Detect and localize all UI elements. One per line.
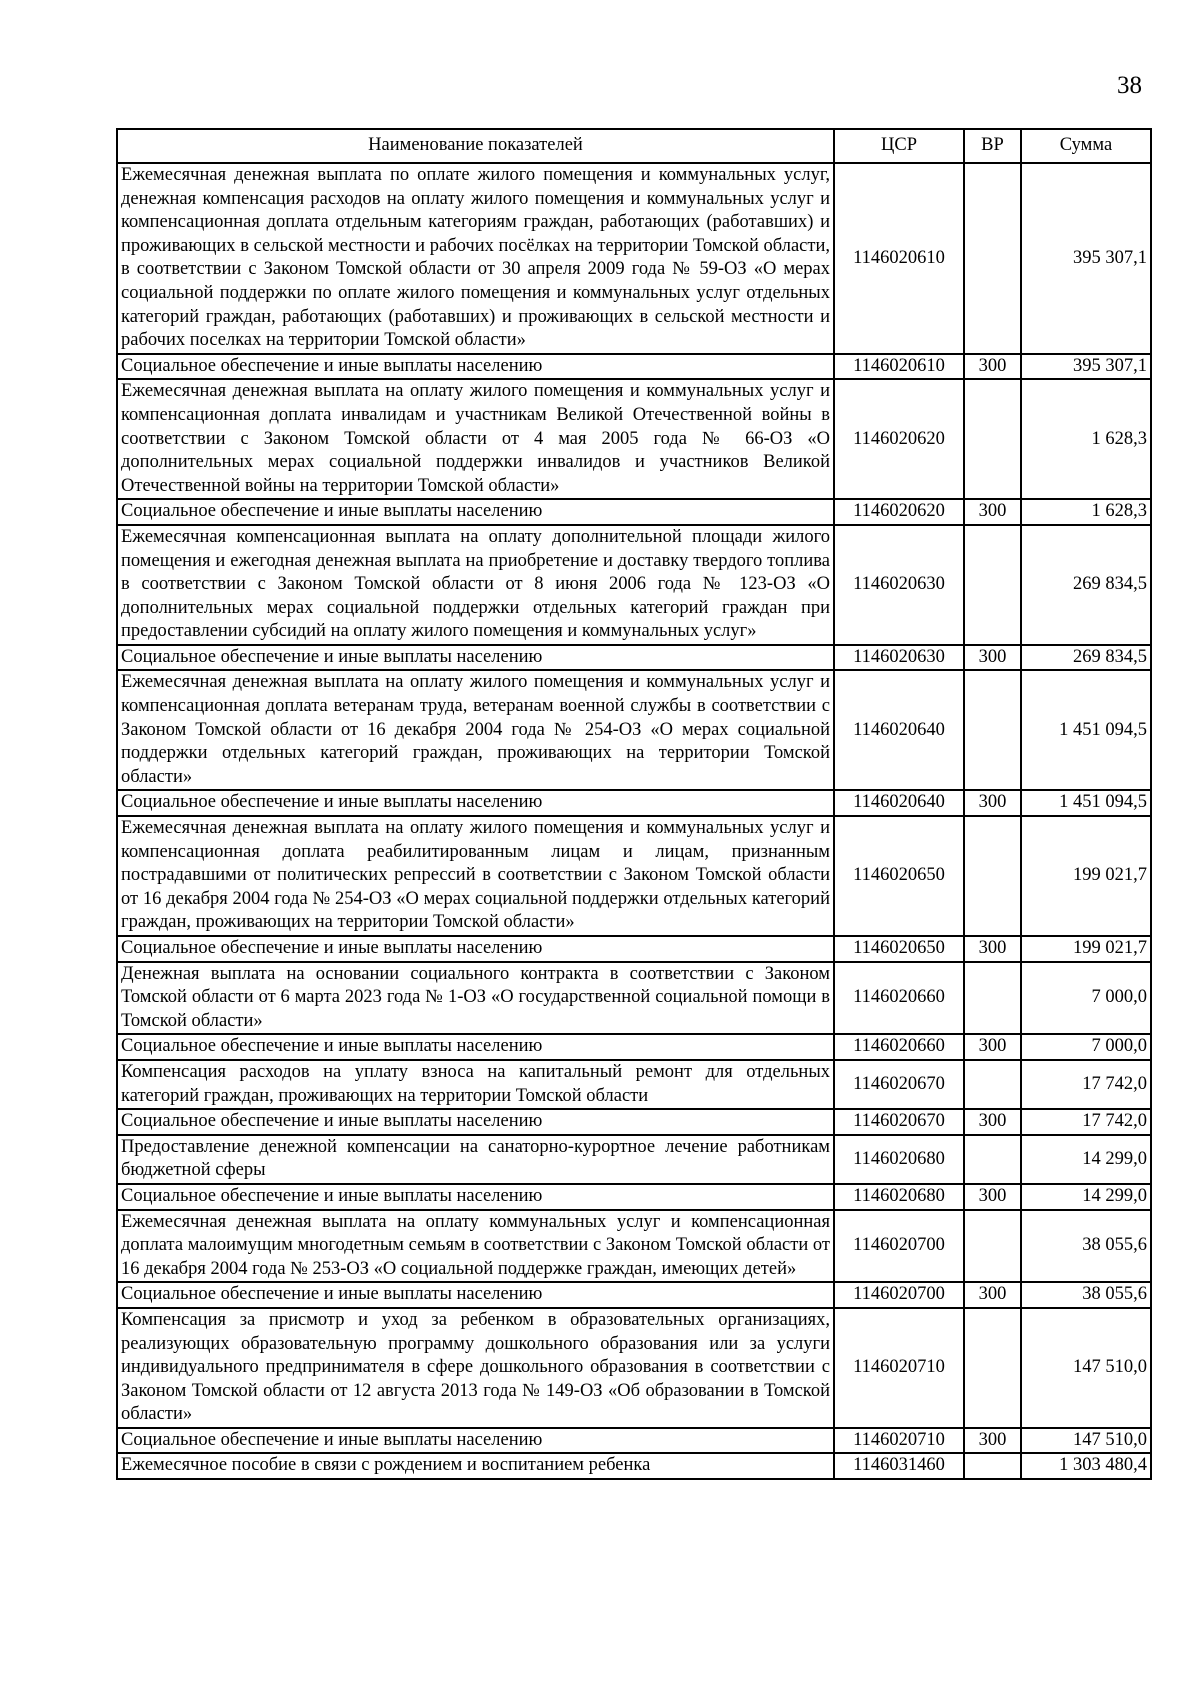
row-sum-cell: 395 307,1 bbox=[1021, 163, 1151, 354]
row-name-cell: Компенсация расходов на уплату взноса на капитальный ремонт для отдельных категорий граждан, проживающих на территории Томской области bbox=[117, 1060, 834, 1109]
table-row bbox=[117, 1184, 1151, 1210]
row-name-cell: Ежемесячная денежная выплата на оплату жилого помещения и коммунальных услуг и компенсационная доплата инвалидам и участникам Великой Отечественной войны в соответствии с Законом Томской области от 4 мая 2005 года № 66-ОЗ «О дополнительных мерах социальной поддержки инвалидов и участников Великой Отечественной войны на территории Томской области» bbox=[117, 379, 834, 499]
table-row bbox=[117, 163, 1151, 354]
row-name-cell: Социальное обеспечение и иные выплаты населению bbox=[117, 1184, 834, 1210]
table-row bbox=[117, 962, 1151, 1035]
row-sum-cell: 1 628,3 bbox=[1021, 499, 1151, 525]
row-csr-cell: 1146020700 bbox=[834, 1210, 964, 1283]
row-vr-cell bbox=[964, 1060, 1021, 1109]
row-csr-cell: 1146020660 bbox=[834, 1034, 964, 1060]
page-number: 38 bbox=[1117, 72, 1142, 99]
row-vr-cell bbox=[964, 1308, 1021, 1428]
row-csr-cell: 1146020640 bbox=[834, 790, 964, 816]
row-sum-cell: 1 451 094,5 bbox=[1021, 670, 1151, 790]
table-row bbox=[117, 1210, 1151, 1283]
row-sum-cell: 269 834,5 bbox=[1021, 645, 1151, 671]
row-name-cell: Социальное обеспечение и иные выплаты населению bbox=[117, 645, 834, 671]
budget-table bbox=[116, 128, 1152, 1480]
row-sum-cell: 17 742,0 bbox=[1021, 1109, 1151, 1135]
row-sum-cell: 1 303 480,4 bbox=[1021, 1453, 1151, 1479]
row-sum-cell: 199 021,7 bbox=[1021, 816, 1151, 936]
table-body bbox=[117, 163, 1151, 1479]
row-name-cell: Социальное обеспечение и иные выплаты населению bbox=[117, 1034, 834, 1060]
row-vr-cell bbox=[964, 670, 1021, 790]
row-sum-cell: 269 834,5 bbox=[1021, 525, 1151, 645]
row-csr-cell: 1146031460 bbox=[834, 1453, 964, 1479]
row-vr-cell bbox=[964, 525, 1021, 645]
header-name: Наименование показателей bbox=[117, 129, 834, 163]
row-sum-cell: 38 055,6 bbox=[1021, 1210, 1151, 1283]
row-csr-cell: 1146020620 bbox=[834, 379, 964, 499]
row-vr-cell bbox=[964, 163, 1021, 354]
row-sum-cell: 7 000,0 bbox=[1021, 1034, 1151, 1060]
row-vr-cell: 300 bbox=[964, 936, 1021, 962]
table-row bbox=[117, 645, 1151, 671]
row-vr-cell bbox=[964, 1453, 1021, 1479]
row-name-cell: Ежемесячное пособие в связи с рождением и воспитанием ребенка bbox=[117, 1453, 834, 1479]
row-csr-cell: 1146020610 bbox=[834, 354, 964, 380]
table-row bbox=[117, 816, 1151, 936]
row-csr-cell: 1146020630 bbox=[834, 525, 964, 645]
row-name-cell: Ежемесячная денежная выплата на оплату жилого помещения и коммунальных услуг и компенсационная доплата ветеранам труда, ветеранам военной службы в соответствии с Законом Томской области от 16 декабря 2004 года № 254-ОЗ «О мерах социальной поддержки отдельных категорий граждан, проживающих на территории Томской области» bbox=[117, 670, 834, 790]
row-sum-cell: 38 055,6 bbox=[1021, 1282, 1151, 1308]
row-name-cell: Социальное обеспечение и иные выплаты населению bbox=[117, 1109, 834, 1135]
row-vr-cell: 300 bbox=[964, 1184, 1021, 1210]
table-row bbox=[117, 379, 1151, 499]
row-vr-cell bbox=[964, 816, 1021, 936]
row-sum-cell: 1 628,3 bbox=[1021, 379, 1151, 499]
table-row bbox=[117, 1428, 1151, 1454]
row-vr-cell: 300 bbox=[964, 1428, 1021, 1454]
row-name-cell: Социальное обеспечение и иные выплаты населению bbox=[117, 1428, 834, 1454]
row-vr-cell: 300 bbox=[964, 1109, 1021, 1135]
table-row bbox=[117, 354, 1151, 380]
row-name-cell: Ежемесячная компенсационная выплата на оплату дополнительной площади жилого помещения и ежегодная денежная выплата на приобретение и доставку твердого топлива в соответствии с Законом Томской области от 8 июня 2006 года № 123-ОЗ «О дополнительных мерах социальной поддержки отдельных категорий граждан при предоставлении субсидий на оплату жилого помещения и коммунальных услуг» bbox=[117, 525, 834, 645]
row-csr-cell: 1146020660 bbox=[834, 962, 964, 1035]
header-csr: ЦСР bbox=[834, 129, 964, 163]
table-header-row bbox=[117, 129, 1151, 163]
row-csr-cell: 1146020640 bbox=[834, 670, 964, 790]
row-csr-cell: 1146020670 bbox=[834, 1060, 964, 1109]
table-row bbox=[117, 1282, 1151, 1308]
table-row bbox=[117, 1308, 1151, 1428]
table-row bbox=[117, 670, 1151, 790]
row-vr-cell: 300 bbox=[964, 354, 1021, 380]
row-sum-cell: 395 307,1 bbox=[1021, 354, 1151, 380]
header-vr: ВР bbox=[964, 129, 1021, 163]
row-name-cell: Социальное обеспечение и иные выплаты населению bbox=[117, 936, 834, 962]
row-name-cell: Социальное обеспечение и иные выплаты населению bbox=[117, 790, 834, 816]
row-csr-cell: 1146020650 bbox=[834, 936, 964, 962]
row-vr-cell: 300 bbox=[964, 499, 1021, 525]
row-csr-cell: 1146020610 bbox=[834, 163, 964, 354]
row-vr-cell bbox=[964, 1210, 1021, 1283]
table-row bbox=[117, 936, 1151, 962]
row-csr-cell: 1146020650 bbox=[834, 816, 964, 936]
row-vr-cell: 300 bbox=[964, 1282, 1021, 1308]
row-name-cell: Денежная выплата на основании социального контракта в соответствии с Законом Томской области от 6 марта 2023 года № 1-ОЗ «О государственной социальной помощи в Томской области» bbox=[117, 962, 834, 1035]
row-vr-cell: 300 bbox=[964, 645, 1021, 671]
row-sum-cell: 1 451 094,5 bbox=[1021, 790, 1151, 816]
row-vr-cell bbox=[964, 379, 1021, 499]
row-sum-cell: 14 299,0 bbox=[1021, 1135, 1151, 1184]
row-csr-cell: 1146020630 bbox=[834, 645, 964, 671]
row-sum-cell: 147 510,0 bbox=[1021, 1428, 1151, 1454]
row-sum-cell: 7 000,0 bbox=[1021, 962, 1151, 1035]
row-name-cell: Социальное обеспечение и иные выплаты населению bbox=[117, 499, 834, 525]
table-row bbox=[117, 1453, 1151, 1479]
row-csr-cell: 1146020700 bbox=[834, 1282, 964, 1308]
row-csr-cell: 1146020680 bbox=[834, 1184, 964, 1210]
row-name-cell: Компенсация за присмотр и уход за ребенком в образовательных организациях, реализующих образовательную программу дошкольного образования или за услуги индивидуального предпринимателя в сфере дошкольного образования в соответствии с Законом Томской области от 12 августа 2013 года № 149-ОЗ «Об образовании в Томской области» bbox=[117, 1308, 834, 1428]
row-name-cell: Ежемесячная денежная выплата на оплату коммунальных услуг и компенсационная доплата малоимущим многодетным семьям в соответствии с Законом Томской области от 16 декабря 2004 года № 253-ОЗ «О социальной поддержке граждан, имеющих детей» bbox=[117, 1210, 834, 1283]
row-csr-cell: 1146020620 bbox=[834, 499, 964, 525]
row-name-cell: Социальное обеспечение и иные выплаты населению bbox=[117, 1282, 834, 1308]
table-row bbox=[117, 1034, 1151, 1060]
row-name-cell: Ежемесячная денежная выплата на оплату жилого помещения и коммунальных услуг и компенсационная доплата реабилитированным лицам и лицам, признанным пострадавшими от политических репрессий в соответствии с Законом Томской области от 16 декабря 2004 года № 254-ОЗ «О мерах социальной поддержки отдельных категорий граждан, проживающих на территории Томской области» bbox=[117, 816, 834, 936]
row-csr-cell: 1146020710 bbox=[834, 1428, 964, 1454]
row-vr-cell: 300 bbox=[964, 1034, 1021, 1060]
table-row bbox=[117, 1109, 1151, 1135]
row-vr-cell bbox=[964, 1135, 1021, 1184]
row-vr-cell: 300 bbox=[964, 790, 1021, 816]
row-sum-cell: 14 299,0 bbox=[1021, 1184, 1151, 1210]
table-row bbox=[117, 1135, 1151, 1184]
row-csr-cell: 1146020680 bbox=[834, 1135, 964, 1184]
row-sum-cell: 199 021,7 bbox=[1021, 936, 1151, 962]
row-sum-cell: 147 510,0 bbox=[1021, 1308, 1151, 1428]
row-name-cell: Социальное обеспечение и иные выплаты населению bbox=[117, 354, 834, 380]
row-sum-cell: 17 742,0 bbox=[1021, 1060, 1151, 1109]
row-name-cell: Ежемесячная денежная выплата по оплате жилого помещения и коммунальных услуг, денежная компенсация расходов на оплату жилого помещения и коммунальных услуг и компенсационная доплата отдельным категориям граждан, работающих (работавших) и проживающих в сельской местности и рабочих посёлках на территории Томской области, в соответствии с Законом Томской области от 30 апреля 2009 года № 59-ОЗ «О мерах социальной поддержки по оплате жилого помещения и коммунальных услуг отдельных категорий граждан, работающих (работавших) и проживающих в сельской местности и рабочих поселках на территории Томской области» bbox=[117, 163, 834, 354]
header-sum: Сумма bbox=[1021, 129, 1151, 163]
row-vr-cell bbox=[964, 962, 1021, 1035]
row-csr-cell: 1146020710 bbox=[834, 1308, 964, 1428]
table-row bbox=[117, 790, 1151, 816]
table-row bbox=[117, 499, 1151, 525]
table-row bbox=[117, 1060, 1151, 1109]
row-csr-cell: 1146020670 bbox=[834, 1109, 964, 1135]
table-row bbox=[117, 525, 1151, 645]
row-name-cell: Предоставление денежной компенсации на санаторно-курортное лечение работникам бюджетной сферы bbox=[117, 1135, 834, 1184]
